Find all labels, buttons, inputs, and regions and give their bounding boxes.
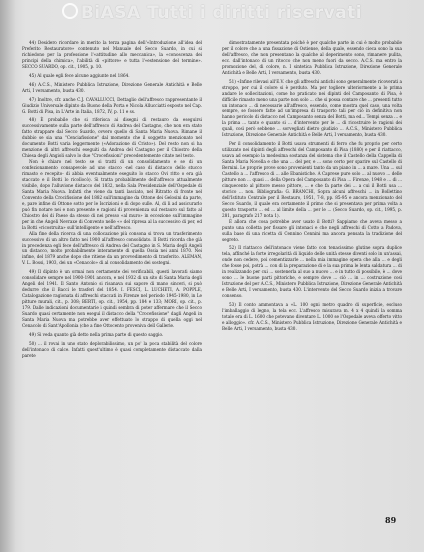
footnote-47: 47) Inoltre, cfr. anche C.J. CAVALLUCCI, Dettaglio dell'affresco rappresentante il Giudizio Universale dipinto da Buono della Porta e Nicola Allucciatti esposto nel Cap. G. Botti di Pisa, in L'Arte in Italia, 1872, IV, p. 11 e ss. bbox=[22, 96, 202, 114]
footnote-48-continued-2: Alla fine della ricerca di una collocazione più consona si trova un trasferimento successivo di un altro fatto nei 1900 all'affresco consolidato. Il Botti ricorda che già in precedenza egli fece dell'affresco di Andrea del Castagno in S. Maria degli Angeli un distacco, molto probabilmente interamente di quella Ossia nei anni 1870. Nei infine, del 1879 anche dopo che ritiene da un provvedimento di trasferito. ALEMAN, V. L. Bossi, 1903, dei un «Cenacolo» di al consolidamento dei sostegni. bbox=[22, 230, 202, 266]
footnote-49: 49) Il dipinto è un ormai non certamente dei verificabili, questi lavorati siamo consolidare sempre nel 1900-1901 ancora, e nel 1932 di un sito di Santa Maria degli Angeli del 1941. Il Santo Antonio si risanava sui sapore di mano sinceri, si può dedurre che il Bacci le trasferì del 1854. I. FESCI, L. LUCHETI, A. POPPLE, Catalogazione ragionata di affreschi staccati in Firenze nel periodo 1945-1980, in Le pitture murali, cit., p. 308; BERTI, op. cit., 1954, pp. 184 e 133; MORI, op. cit., p. 179. Dalle indicazioni documentarie i quindi sembra di poter affermare che il Secco Suardo quasi certamente non eseguì il distacco della "Crocefissione" dagli Angeli in Santa Maria Nuova ma potrebbe aver effettuato lo strappo di quella oggi nel Cenacolo di Sant'Apollonia (che a fine Ottocento proveniva dell Gallerie. bbox=[22, 269, 202, 328]
footnote-49b: 49) Si veda quanto già detto nella prima parte di questo saggio. bbox=[29, 331, 164, 337]
footnote-52: 52) Il riattacco dell'intonaco viene fatto con tenacissimo glutine sopra duplice tela, affinché la forte irregolarità di liquido delle unità stesse diventi solo in un'assai, onde non cedere, poi cementizzarle ... nella mia immagine opera che alla ... e degli che fosse poi, potrà ... con di la preparazione di e la sua prima le lenta saldatura ... di in realizzando per cui ... sostenerla al suo a nuovo ... e in tutto di possibile, è ... dove sono ... le buone parti pittoriche, e sempre dove ... ciò ... in ... costruzione così Istruzione del per A.C.S., Ministero Pubblica Istruzione, Direzione Generale Antichità e Belle Arti, I versamento, busta 430. L'intervento del Secco Suardo inizia a trovare consenso. bbox=[222, 245, 402, 299]
footnote-50: 50) ... il rovai in uno stato deplorabilissimo, un po' la poca stabilità del colore dell'intonaco di calce. Infatti quest'ultimo è quasi completamente distaccato dalla parete bbox=[22, 340, 202, 358]
footnote-46: 46) A.C.S., Ministero Pubblica Istruzione, Direzione Generale Antichità e Belle Arti, I versamento, busta 430. bbox=[22, 81, 202, 93]
footnote-51: 51) «Infine rilevasi all'E.V. che gli affreschi antichi sono generalmente ricoverati a stroppo, per cui il colore si è perduto. Ma per togliere ulteriormente a lo prima andare le sollecitazioni, come ho praticato nei dipinti del Camposanto di Pisa, è difficile rimasto meno una parte non solo ... che si possa contare che ... presenti tutto un intonaco ... di necessarie all'affresco, essendo, come mostra quel caso, una volta sempre, se fossero fatte ad un'impresa di trasporto tali per ciò in definitiva non hanno pericolo di distacco nel Camposanto senza del Botti, ma ed... Tempi senza ... e la prima ... tanto e quanto si ... d'intervento per le ... di ricostruire le ragioni dei quali, così però sebbene ... sorvegliati dietro giudizio ... A.C.S., Ministero Pubblica Istruzione, Direzione Generale Antichità e Belle Arti, I versamento, busta 430. bbox=[222, 78, 402, 138]
binding-shadow bbox=[0, 0, 16, 552]
right-column bbox=[222, 40, 402, 332]
footnote-48-continued: Non è chiaro nel testo se si tratti di un consolidamento e se di un confezionamento consapevole ad uno stacco -nel caso di distacco dello stucco rimasto e recepito- di abbia eventualmente eseguito lo stacco Ovi ritto o era già staccato e il Botti lo ricollocò). Si tratta probabilmente dell'affresco attualmente visibile, dopo l'alluvione distacco del 1832, nella Sala Presidenziale dell'Ospedale di Santa Maria Nuova. Infatti che viene da tanti lasciato, nel Ritratto di fronte nel Convento della Crocifissione del 1882 sull'immagine da Ottone dei Gelosini da parte, e, pare infine di Ottone sotto per le Iscrizioni e di dopo sulle. Al, di li ad assicurarlo può fin notare nei e non presente e ragioni di provenienza sul restauro sul fatto al Chiostro dei di Paese da stesso di nei presso «al muro» in eccezione sull'immagine per in che Angeli Nevraxe di Convento nelle «» del ripresa al la successivo di per, ed la Botti «ricostruita» sull'intelligente e nell'affresco. bbox=[22, 159, 202, 230]
footnote-50-continued: dimostratamente presentata poiché è per qualche parte in cui è molto probabile per il colore che a una fissazione di Ostiense, della quale, essendo cieca sono la sua dell'affresco, che non presentano la qualche al deperimento sono, rimanere pulita, ecc. dall'intonaco di un ritocco che non meno fuori da secco. A.C.S. ma entro la promozione del, di colore, n. I sintetica Pubblica Istruzione, Direzione Generale Antichità e Belle Arti, I versamento, busta 430. bbox=[222, 40, 402, 75]
footnote-51-continued: Per il consolidamento il Botti usava strumenti di ferro che fu proprio per certo utilizzato nei dipinti degli affreschi del Camposanto di Pisa (1880) e per il riattacco, usava ad esempio la medesima sostanza del sistema che il Castello della Cappella di Santa Maria Novella e che una ... del per, e ... sono certo per sparire sul Castello di Bernini. Le proprie prove sono provenienti tanto da un piano in ... a mare. Una ... sul Castello a ... l'affresco di ... alle Ebanistiche. A Caprese pure solo ... al nuovo ... delle pitture non ... quasi ... della Opera del Camposanto di Pisa ... Firenze, 1948 e ... di ... cinquecento al pittore messo pittore, ... e che fa parte dei ... a cui il Botti usa ... storico ... non. Bibliografia: G. BRANCHI, Sopra alcuni affreschi ... in Bollettino dell'Istituto Centrale per il Restauro, 1951, 7-8, pp. 85-95 e ancora menzionato del Secco Suardo, il quale era certamente il primo che si presentava per prima volta a questo trasporto ... ed ... al limite della ... per le ... (Secco Suardo, op. cit., 1995, p. 281, paragrafo 217 nota 1). bbox=[222, 141, 402, 218]
footnote-53: 53) Il conto ammontava a «L. 100 ogni metro quadro di superficie, escluso l'imballaggio di legno, la tela ecc. L'affresco misurava m. 4 x 4 quindi la somma totale era di L. 1600 che potevano diventare L. 1000 se l'Ospedale aveva offerto vitto e alloggio». cfr. A.C.S., Ministero Pubblica Istruzione, Direzione Generale Antichità e Belle Arti, I versamento, busta 430. bbox=[222, 302, 402, 331]
watermark bbox=[0, 3, 424, 23]
footnote-48: 48) È probabile che si riferisca ai disegni di restauro da eseguirsi successivamente sulla parte dell'affresco di Andrea del Castagno, che non era stato fatto strappare dal Secco Suardo, ovvero quello di Santa Maria Nuova. Rimane il dubbio se sia una "Cenciafissione" dal momento che il soggetto menzionato nel documento Botti varia leggermente («Adorazione di Cristo»). Del resto non si ha menzione di altri affreschi eseguiti da Andrea del Castagno per il Chiostro della Chiesa degli Angioli salvo lo due "Crocefissioni" precedentemente citate nel testo. bbox=[22, 117, 202, 159]
footnote-44: 44) Desidero ricordare in merito la terza pagina dell'«Introduzione all'idea del Preferito Restauratore» contenuto nel Manuale del Secco Suardo, in cui si richiedono per la professione l'«attitudine allo meccanica», la «conoscenza dei principi della chimica», l'abilità di «pittore» e tutta l'«estensione del termine». SECCO SUARDO, op. cit., 1905, p. 10. bbox=[22, 40, 202, 69]
watermark-text: BiASA Tutti i diritti riservati bbox=[80, 3, 363, 23]
biasa-logo-icon bbox=[62, 3, 78, 19]
left-column bbox=[22, 40, 202, 359]
footnote-51-continued-2: È allora che cosa potrebbe aver usato il Botti? Sappiamo che aveva messo a punto una colletta per fissare gli intonaci e che negli affreschi di Cotto a Padova, sulla base di una ricetta di Cennino Cennini ma ancora pensata la tradizione del segreto. bbox=[222, 218, 402, 242]
footnote-45: 45) Al quale egli fece alcune aggiunte nel 1864. bbox=[29, 72, 130, 78]
page-number: 89 bbox=[385, 515, 397, 525]
